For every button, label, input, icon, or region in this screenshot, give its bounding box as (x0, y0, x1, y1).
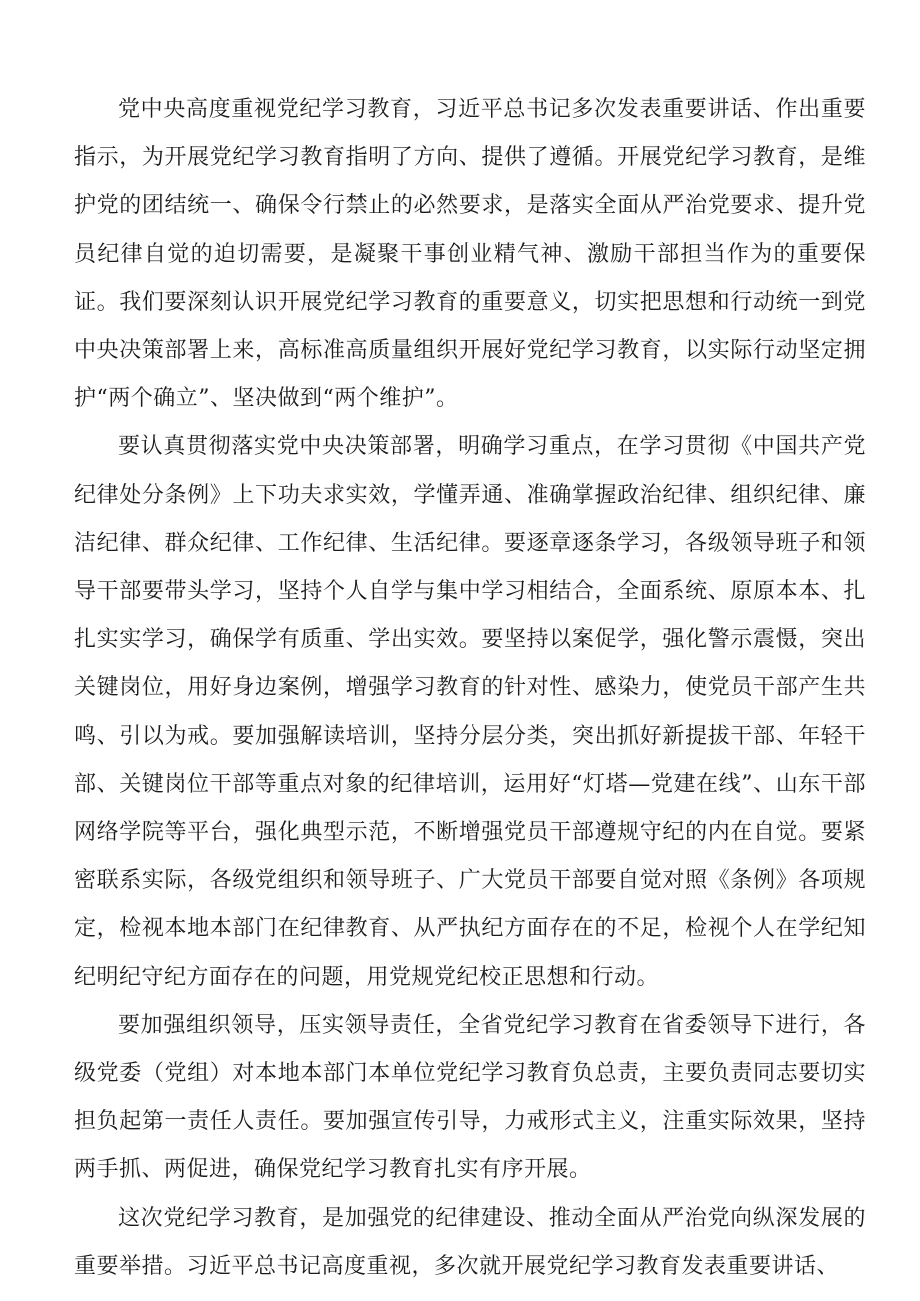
document-body (74, 86, 866, 1291)
paragraph-3: 要加强组织领导，压实领导责任，全省党纪学习教育在省委领导下进行，各级党委（党组）对本地本部门本单位党纪学习教育负总责，主要负责同志要切实担负起第一责任人责任。要加强宣传引导，力戒形式主义，注重实际效果，坚持两手抓、两促进，确保党纪学习教育扎实有序开展。 (74, 1012, 866, 1183)
paragraph-1: 党中央高度重视党纪学习教育，习近平总书记多次发表重要讲话、作出重要指示，为开展党纪学习教育指明了方向、提供了遵循。开展党纪学习教育，是维护党的团结统一、确保令行禁止的必然要求，是落实全面从严治党要求、提升党员纪律自觉的迫切需要，是凝聚干事创业精气神、激励干部担当作为的重要保证。我们要深刻认识开展党纪学习教育的重要意义，切实把思想和行动统一到党中央决策部署上来，高标准高质量组织开展好党纪学习教育，以实际行动坚定拥护“两个确立”、坚决做到“两个维护”。 (74, 97, 866, 412)
paragraph-4: 这次党纪学习教育，是加强党的纪律建设、推动全面从严治党向纵深发展的重要举措。习近平总书记高度重视，多次就开展党纪学习教育发表重要讲话、 (74, 1205, 866, 1279)
paragraph-2: 要认真贯彻落实党中央决策部署，明确学习重点，在学习贯彻《中国共产党纪律处分条例》上下功夫求实效，学懂弄通、准确掌握政治纪律、组织纪律、廉洁纪律、群众纪律、工作纪律、生活纪律。要逐章逐条学习，各级领导班子和领导干部要带头学习，坚持个人自学与集中学习相结合，全面系统、原原本本、扎扎实实学习，确保学有质重、学出实效。要坚持以案促学，强化警示震慑，突出关键岗位，用好身边案例，增强学习教育的针对性、感染力，使党员干部产生共鸣、引以为戒。要加强解读培训，坚持分层分类，突出抓好新提拔干部、年轻干部、关键岗位干部等重点对象的纪律培训，运用好“灯塔—党建在线”、山东干部网络学院等平台，强化典型示范，不断增强党员干部遵规守纪的内在自觉。要紧密联系实际，各级党组织和领导班子、广大党员干部要自觉对照《条例》各项规定，检视本地本部门在纪律教育、从严执纪方面存在的不足，检视个人在学纪知纪明纪守纪方面存在的问题，用党规党纪校正思想和行动。 (74, 434, 866, 990)
